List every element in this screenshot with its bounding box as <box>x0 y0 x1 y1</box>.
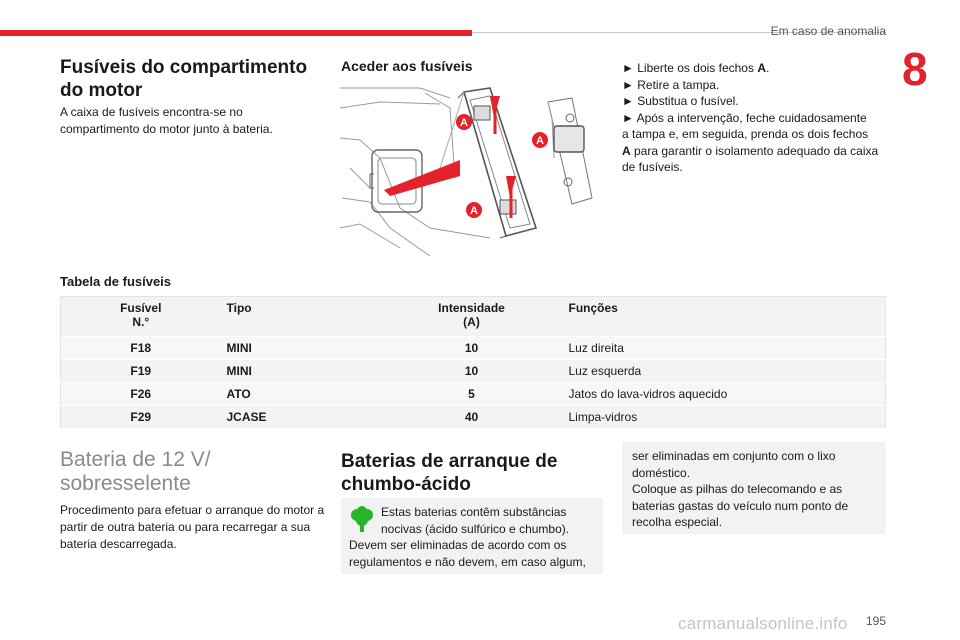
step-suffix: . <box>765 61 770 75</box>
marker-a-1 <box>456 114 472 130</box>
cell-type: MINI <box>221 337 389 360</box>
svg-text:A: A <box>536 135 544 147</box>
cell-function: Luz esquerda <box>555 360 886 383</box>
svg-text:A: A <box>460 117 468 129</box>
step-text: Liberte os dois fechos <box>637 61 758 75</box>
step-2 <box>622 77 892 94</box>
header-intensity-line1: Intensidade <box>438 301 505 315</box>
access-steps <box>622 60 892 176</box>
page-number: 195 <box>865 614 886 628</box>
environment-notice-continued-text-2: Coloque as pilhas do telecomando e as baterias gastas do veículo num ponto de recolha especial. <box>632 482 849 529</box>
svg-text:A: A <box>470 205 478 217</box>
table-row <box>61 337 886 360</box>
step-text: Após a intervenção, feche cuidadosamente <box>636 110 867 125</box>
cell-intensity: 10 <box>389 360 555 383</box>
header-type: Tipo <box>221 297 389 337</box>
battery-section-text: Procedimento para efetuar o arranque do motor a partir de outra bateria ou para recarregar a sua bateria descarregada. <box>60 503 325 551</box>
step-text: Retire a tampa. <box>637 77 720 92</box>
table-row <box>61 360 886 383</box>
fuse-table-header <box>61 297 886 337</box>
header-intensity-line2: (A) <box>463 315 480 329</box>
step-4-continuation <box>622 126 892 176</box>
fuses-section-title: Fusíveis do compartimento do motor <box>60 57 308 101</box>
environment-notice <box>341 498 603 574</box>
continuation-text-2: para garantir o isolamento adequado da caixa de fusíveis. <box>622 143 879 174</box>
cell-intensity: 10 <box>389 337 555 360</box>
cell-type: ATO <box>221 383 389 406</box>
chapter-number: 8 <box>902 43 928 95</box>
cell-type: JCASE <box>221 406 389 429</box>
step-bullet: ► <box>622 110 634 125</box>
header-intensity <box>389 297 555 337</box>
step-bullet: ► <box>622 77 634 92</box>
cell-function: Limpa-vidros <box>555 406 886 429</box>
fuses-section-intro: A caixa de fusíveis encontra-se no compartimento do motor junto à bateria. <box>60 105 273 136</box>
cell-type: MINI <box>221 360 389 383</box>
continuation-text: a tampa e, em seguida, prenda os dois fechos <box>622 127 869 141</box>
environment-notice-continued <box>622 442 886 534</box>
fuse-table <box>60 296 886 429</box>
environment-notice-continued-text: ser eliminadas em conjunto com o lixo doméstico. <box>632 449 836 480</box>
header-accent-bar <box>0 30 472 36</box>
step-4 <box>622 110 892 127</box>
step-bold: A <box>757 61 766 75</box>
cell-intensity: 40 <box>389 406 555 429</box>
marker-a-3 <box>466 202 482 218</box>
header-number-line1: Fusível <box>120 301 162 315</box>
table-row <box>61 383 886 406</box>
step-text: Substitua o fusível. <box>637 94 739 108</box>
cell-number: F18 <box>61 337 221 360</box>
access-fuses-title: Aceder aos fusíveis <box>341 58 473 74</box>
environment-notice-text: Estas baterias contêm substâncias nocivas (ácido sulfúrico e chumbo). Devem ser eliminadas de acordo com os regulamentos e não devem, em caso algum, <box>349 505 586 569</box>
continuation-bold: A <box>622 143 631 158</box>
cell-intensity: 5 <box>389 383 555 406</box>
cell-function: Jatos do lava-vidros aquecido <box>555 383 886 406</box>
step-bullet: ► <box>622 94 634 108</box>
fuse-table-title: Tabela de fusíveis <box>60 274 172 289</box>
watermark: carmanualsonline.info <box>678 614 848 633</box>
fusebox-drawing <box>340 78 600 262</box>
cell-function: Luz direita <box>555 337 886 360</box>
section-label: Em caso de anomalia <box>770 24 886 38</box>
header-number <box>61 297 221 337</box>
header-number-line2: N.° <box>132 315 150 329</box>
lead-acid-title: Baterias de arranque de chumbo-ácido <box>341 451 558 495</box>
cell-number: F29 <box>61 406 221 429</box>
marker-a-2 <box>532 132 548 148</box>
cell-number: F19 <box>61 360 221 383</box>
table-row <box>61 406 886 429</box>
cell-number: F26 <box>61 383 221 406</box>
battery-section-title: Bateria de 12 V/ sobresselente <box>60 448 211 495</box>
step-1 <box>622 60 892 77</box>
environment-tree-icon <box>349 506 375 534</box>
step-3 <box>622 93 892 110</box>
step-bullet: ► <box>622 61 634 75</box>
fusebox-illustration <box>340 78 600 262</box>
header-functions: Funções <box>555 297 886 337</box>
